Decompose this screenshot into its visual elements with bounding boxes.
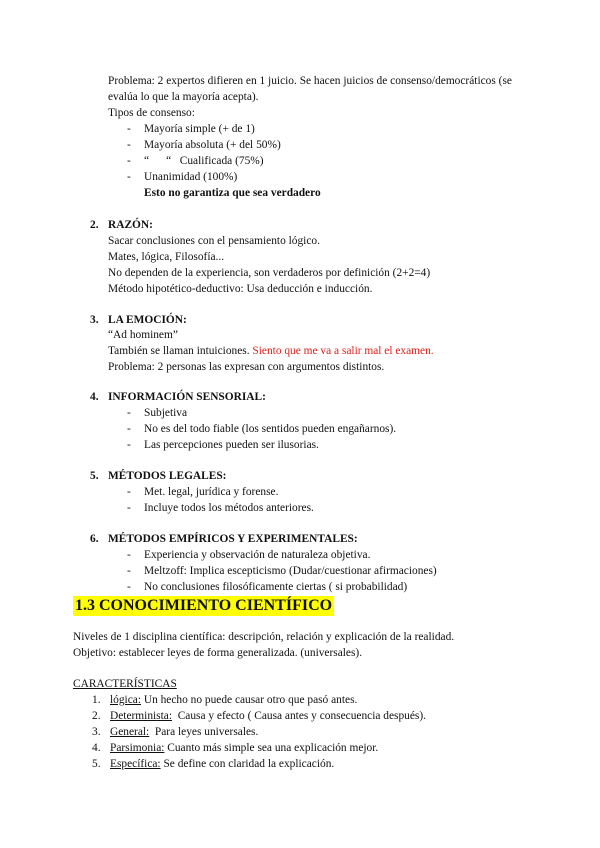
razon-line: Mates, lógica, Filosofía...	[108, 251, 225, 263]
type-item: Mayoría simple (+ de 1)	[144, 123, 255, 135]
sensorial-item: Las percepciones pueden ser ilusorias.	[144, 439, 319, 451]
science-objective: Objetivo: establecer leyes de forma generalizada. (universales).	[73, 647, 363, 659]
bullet-dash: -	[127, 171, 131, 183]
bullet-dash: -	[127, 565, 131, 577]
sensorial-item: No es del todo fiable (los sentidos pueden engañarnos).	[144, 423, 397, 435]
intro-problem-line1: Problema: 2 expertos difieren en 1 juicio. Se hacen juicios de consenso/democráticos (se	[108, 75, 512, 87]
consensus-warning: Esto no garantiza que sea verdadero	[144, 187, 321, 199]
bullet-dash: -	[127, 139, 131, 151]
section-heading-razon: RAZÓN:	[108, 219, 153, 231]
characteristics-title: CARACTERÍSTICAS	[73, 678, 177, 690]
list-number: 1.	[92, 694, 101, 706]
section-title-highlighted: 1.3 CONOCIMIENTO CIENTÍFICO	[75, 597, 333, 614]
legales-item: Met. legal, jurídica y forense.	[144, 486, 279, 498]
characteristic-text: Se define con claridad la explicación.	[160, 758, 335, 770]
empiricos-item: No conclusiones filosóficamente ciertas ( si probabilidad)	[144, 581, 408, 593]
emocion-line: Problema: 2 personas las expresan con argumentos distintos.	[108, 361, 385, 373]
section-heading-emocion: LA EMOCIÓN:	[108, 314, 187, 326]
characteristic-term: Parsimonia:	[110, 742, 165, 754]
razon-line: Sacar conclusiones con el pensamiento lógico.	[108, 235, 320, 247]
emocion-line-with-example	[108, 344, 434, 358]
list-number: 4.	[92, 742, 101, 754]
emocion-example-red: Siento que me va a salir mal el examen.	[252, 345, 434, 357]
type-item: “ “ Cualificada (75%)	[144, 155, 264, 167]
section-heading-legales: MÉTODOS LEGALES:	[108, 470, 227, 482]
characteristic-item	[110, 709, 426, 723]
characteristic-item	[110, 757, 334, 771]
bullet-dash: -	[127, 423, 131, 435]
bullet-dash: -	[127, 486, 131, 498]
section-number: 6.	[90, 533, 99, 545]
type-item: Mayoría absoluta (+ del 50%)	[144, 139, 281, 151]
characteristic-text: Para leyes universales.	[149, 726, 259, 738]
empiricos-item: Meltzoff: Implica escepticismo (Dudar/cuestionar afirmaciones)	[144, 565, 437, 577]
empiricos-item: Experiencia y observación de naturaleza objetiva.	[144, 549, 371, 561]
emocion-intuitions-text: También se llaman intuiciones.	[108, 345, 253, 357]
characteristic-term: Determinista:	[110, 710, 172, 722]
section-number: 2.	[90, 219, 99, 231]
types-label: Tipos de consenso:	[108, 107, 195, 119]
list-number: 3.	[92, 726, 101, 738]
science-levels: Niveles de 1 disciplina científica: descripción, relación y explicación de la realidad.	[73, 631, 455, 643]
list-number: 5.	[92, 758, 101, 770]
section-number: 3.	[90, 314, 99, 326]
characteristic-item	[110, 741, 378, 755]
characteristic-text: Causa y efecto ( Causa antes y consecuencia después).	[172, 710, 426, 722]
razon-line: No dependen de la experiencia, son verdaderos por definición (2+2=4)	[108, 267, 431, 279]
bullet-dash: -	[127, 549, 131, 561]
bullet-dash: -	[127, 407, 131, 419]
characteristic-term: General:	[110, 726, 150, 738]
bullet-dash: -	[127, 502, 131, 514]
razon-line: Método hipotético-deductivo: Usa deducción e inducción.	[108, 283, 373, 295]
characteristic-text: Cuanto más simple sea una explicación mejor.	[164, 742, 379, 754]
bullet-dash: -	[127, 123, 131, 135]
characteristic-text: Un hecho no puede causar otro que pasó antes.	[141, 694, 358, 706]
sensorial-item: Subjetiva	[144, 407, 188, 419]
intro-problem-line2: evalúa lo que la mayoría acepta).	[108, 91, 259, 103]
list-number: 2.	[92, 710, 101, 722]
section-number: 4.	[90, 391, 99, 403]
section-heading-sensorial: INFORMACIÓN SENSORIAL:	[108, 391, 266, 403]
bullet-dash: -	[127, 439, 131, 451]
legales-item: Incluye todos los métodos anteriores.	[144, 502, 314, 514]
bullet-dash: -	[127, 155, 131, 167]
characteristic-item	[110, 693, 357, 707]
emocion-line: “Ad hominem”	[108, 329, 178, 341]
section-number: 5.	[90, 470, 99, 482]
characteristic-term: lógica:	[110, 694, 141, 706]
characteristic-term: Específica:	[110, 758, 161, 770]
type-item: Unanimidad (100%)	[144, 171, 238, 183]
characteristic-item	[110, 725, 258, 739]
section-heading-empiricos: MÉTODOS EMPÍRICOS Y EXPERIMENTALES:	[108, 533, 358, 545]
bullet-dash: -	[127, 581, 131, 593]
